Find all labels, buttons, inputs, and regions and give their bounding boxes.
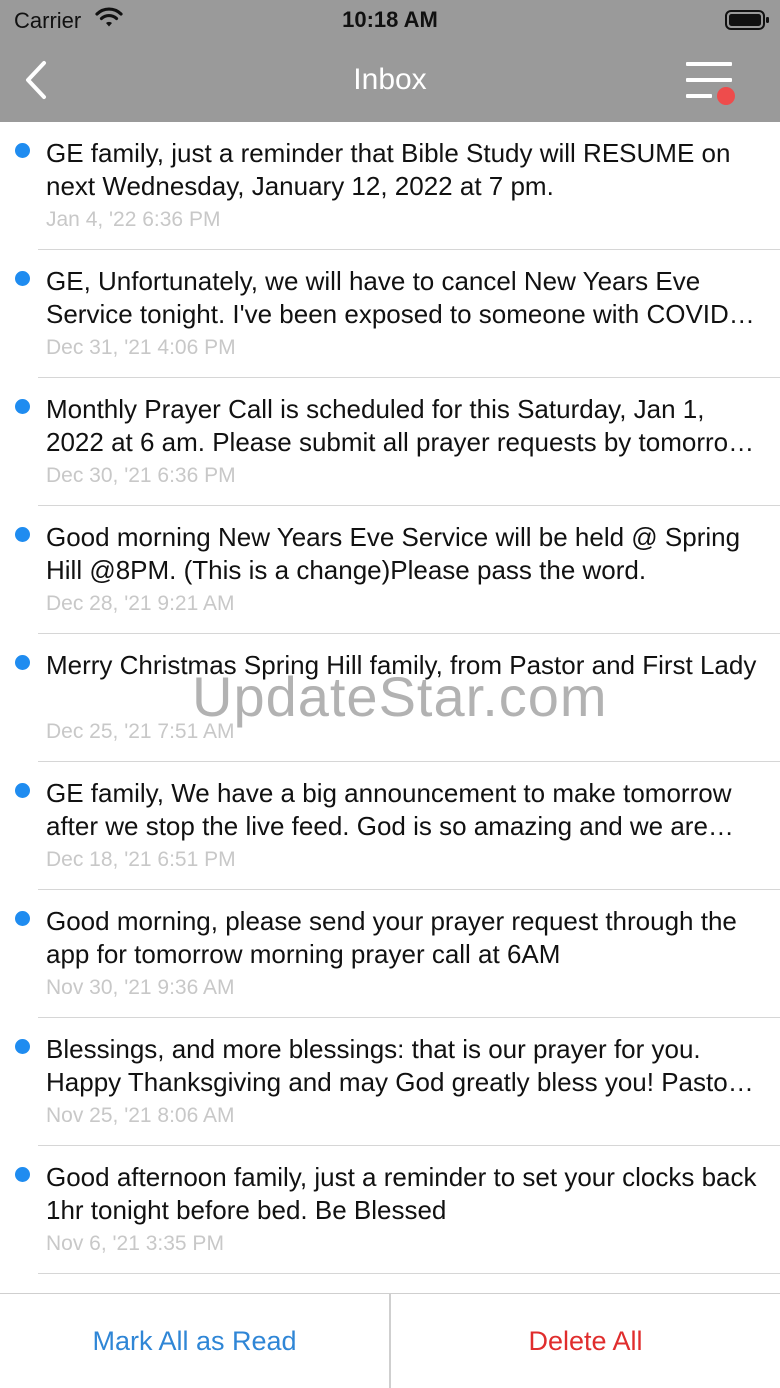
message-date: Nov 30, '21 9:36 AM xyxy=(46,976,235,999)
message-text: GE family, We have a big announcement to make tomorrow after we stop the live feed. God is so amazing and we are xyxy=(46,778,732,841)
menu-icon-bar xyxy=(686,78,732,82)
message-date: Dec 31, '21 4:06 PM xyxy=(46,336,236,359)
navigation-bar xyxy=(0,0,780,122)
message-item[interactable] xyxy=(0,1146,780,1274)
battery-icon xyxy=(725,9,771,36)
message-text: Monthly Prayer Call is scheduled for this Saturday, Jan 1, 2022 at 6 am. Please submit all prayer requests by tomorrow xyxy=(46,394,747,457)
watermark: UpdateStar.com xyxy=(192,665,608,728)
carrier-label: Carrier xyxy=(14,8,82,33)
unread-indicator xyxy=(15,271,30,286)
unread-indicator xyxy=(15,1039,30,1054)
message-text: Blessings, and more blessings: that is our prayer for you. Happy Thanksgiving and may God greatly bless you! Pastor xyxy=(46,1034,737,1097)
message-date: Nov 6, '21 3:35 PM xyxy=(46,1232,224,1255)
message-item[interactable] xyxy=(0,634,780,762)
message-list xyxy=(0,122,780,1292)
menu-icon-bar xyxy=(686,94,712,98)
unread-indicator xyxy=(15,399,30,414)
menu-icon xyxy=(686,62,732,66)
message-item[interactable] xyxy=(0,1018,780,1146)
message-text: GE family, just a reminder that Bible Study will RESUME on next Wednesday, January 12, 2022 at 7 pm. xyxy=(46,138,731,201)
status-time: 10:18 AM xyxy=(342,7,438,32)
message-date: Nov 25, '21 8:06 AM xyxy=(46,1104,235,1127)
bottom-toolbar xyxy=(0,1293,780,1388)
message-item[interactable] xyxy=(0,762,780,890)
message-item[interactable] xyxy=(0,378,780,506)
message-text: GE, Unfortunately, we will have to cancel New Years Eve Service tonight. I've been exposed to someone with COVID xyxy=(46,266,729,329)
message-date: Dec 18, '21 6:51 PM xyxy=(46,848,236,871)
message-text: Good morning, please send your prayer request through the app for tomorrow morning prayer call at 6AM xyxy=(46,906,737,969)
message-text: Good morning New Years Eve Service will be held @ Spring Hill @8PM. (This is a change)Please pass the word. xyxy=(46,522,741,585)
unread-indicator xyxy=(15,911,30,926)
page-title: Inbox xyxy=(353,63,427,96)
unread-indicator xyxy=(15,655,30,670)
message-item[interactable] xyxy=(0,250,780,378)
message-text: Good afternoon family, just a reminder to set your clocks back 1hr tonight before bed. Be Blessed xyxy=(46,1162,757,1225)
menu-button[interactable] xyxy=(682,58,740,108)
mark-all-read-button[interactable]: Mark All as Read xyxy=(92,1326,297,1356)
unread-indicator xyxy=(15,527,30,542)
message-item[interactable] xyxy=(0,122,780,250)
delete-all-button[interactable]: Delete All xyxy=(528,1326,643,1356)
message-item[interactable] xyxy=(0,506,780,634)
message-date: Dec 30, '21 6:36 PM xyxy=(46,464,236,487)
message-date: Dec 25, '21 7:51 AM xyxy=(46,720,235,743)
unread-indicator xyxy=(15,1167,30,1182)
notification-badge xyxy=(717,87,735,105)
unread-indicator xyxy=(15,143,30,158)
message-date: Jan 4, '22 6:36 PM xyxy=(46,208,221,231)
unread-indicator xyxy=(15,783,30,798)
message-text: Merry Christmas Spring Hill family, from Pastor and First Lady xyxy=(46,650,757,680)
message-item[interactable] xyxy=(0,890,780,1018)
message-date: Dec 28, '21 9:21 AM xyxy=(46,592,235,615)
